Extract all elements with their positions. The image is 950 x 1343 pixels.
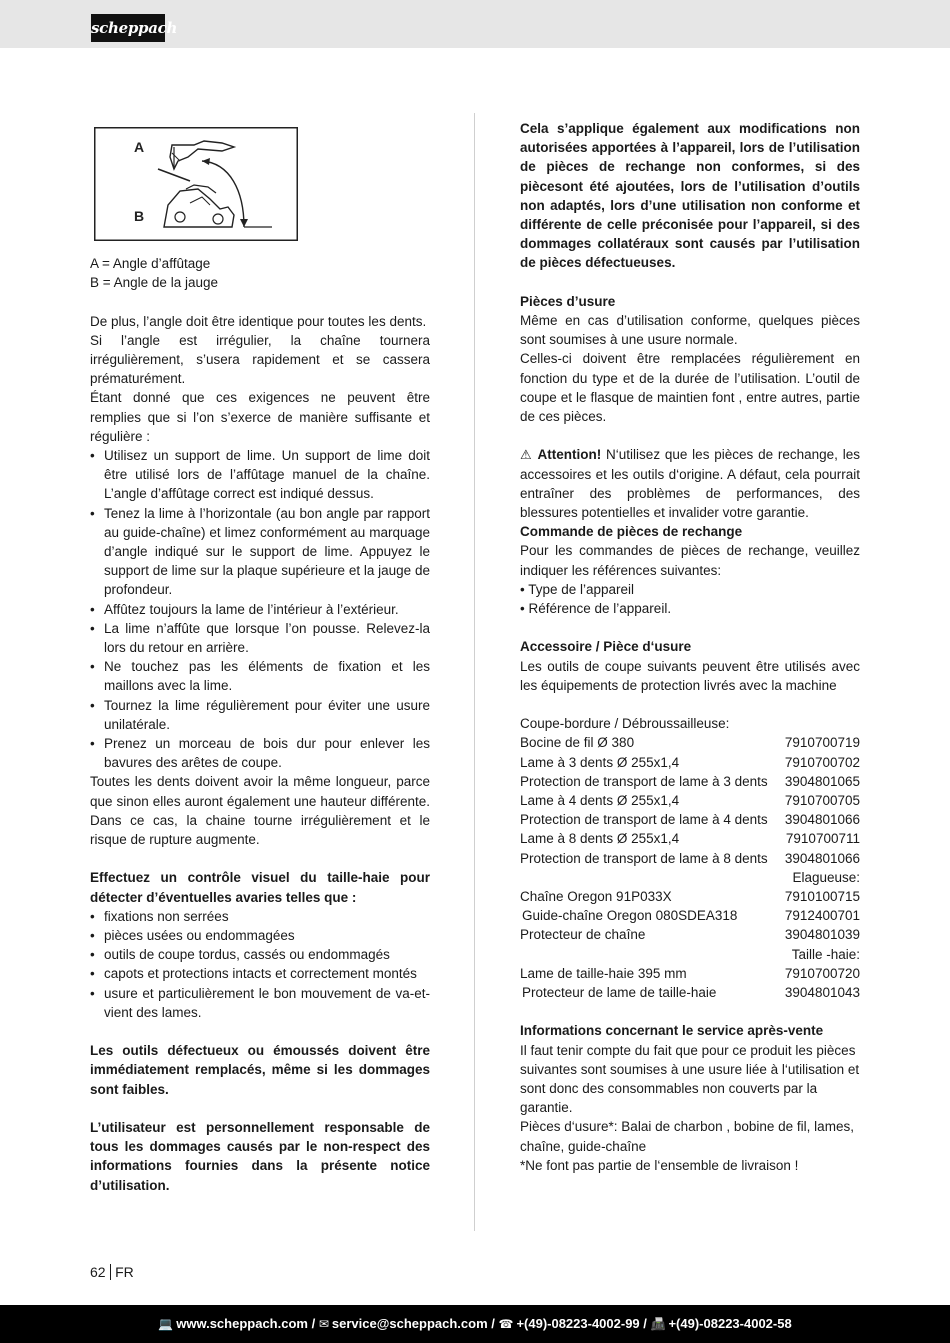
accessories-heading: Accessoire / Pièce d‘usure bbox=[520, 639, 692, 655]
part-ref: 7910100715 bbox=[784, 889, 860, 905]
sharpening-instructions-list bbox=[90, 446, 430, 772]
table-row bbox=[520, 983, 860, 1002]
part-name: Bocine de fil Ø 380 bbox=[520, 735, 635, 751]
part-name: Protection de transport de lame à 3 dents bbox=[520, 773, 768, 789]
scheppach-logo: scheppach bbox=[91, 14, 165, 42]
table-row bbox=[520, 906, 860, 925]
phone-number: +(49)-08223-4002-99 / bbox=[516, 1316, 647, 1331]
part-name: Protection de transport de lame à 4 dents bbox=[520, 812, 768, 828]
table-row bbox=[520, 925, 860, 944]
part-ref: 7910700702 bbox=[784, 754, 860, 770]
part-name: Chaîne Oregon 91P033X bbox=[520, 889, 672, 905]
email-link[interactable]: service@scheppach.com / bbox=[331, 1316, 495, 1331]
attention-paragraph bbox=[520, 445, 860, 522]
order-item-type: • Type de l’appareil bbox=[520, 581, 635, 597]
phone-icon: ☎ bbox=[498, 1317, 514, 1331]
pruner-parts-header: Elagueuse: bbox=[792, 869, 860, 885]
part-name: Protection de transport de lame à 8 dents bbox=[520, 850, 768, 866]
contact-footer bbox=[0, 1305, 950, 1343]
pruner-parts-table bbox=[520, 887, 860, 945]
paragraph-angle-identical: De plus, l’angle doit être identique pour toutes les dents. bbox=[90, 313, 427, 329]
paragraph-irregular-angle: Si l’angle est irrégulier, la chaîne tournera irrégulièrement, s’usera rapidement et se cassera prématurément. bbox=[90, 332, 430, 387]
right-column bbox=[520, 119, 860, 1175]
list-item: • pièces usées ou endommagées bbox=[90, 926, 430, 945]
part-ref: 7910700705 bbox=[784, 793, 860, 809]
warning-triangle-icon: ⚠ bbox=[520, 447, 533, 463]
page-language: FR bbox=[115, 1264, 134, 1280]
hedge-trimmer-parts-table bbox=[520, 964, 860, 1002]
website-link[interactable]: www.scheppach.com / bbox=[176, 1316, 316, 1331]
part-ref: 7910700711 bbox=[785, 831, 860, 847]
after-sales-paragraph-1: Il faut tenir compte du fait que pour ce produit les pièces suivantes sont soumises à une usure liée à l‘utilisation et sont donc des consommables non couverts par la garantie. bbox=[520, 1042, 860, 1116]
after-sales-heading: Informations concernant le service après-vente bbox=[520, 1023, 824, 1039]
part-name: Lame à 4 dents Ø 255x1,4 bbox=[520, 793, 680, 809]
list-item: • capots et protections intacts et correctement montés bbox=[90, 964, 430, 983]
part-name: Lame à 3 dents Ø 255x1,4 bbox=[520, 754, 680, 770]
visual-check-list bbox=[90, 907, 430, 1022]
hedge-trimmer-parts-header: Taille -haie: bbox=[791, 946, 860, 962]
table-row bbox=[520, 791, 860, 810]
list-item: • usure et particulièrement le bon mouvement de va-et-vient des lames. bbox=[90, 984, 430, 1022]
label-b: B bbox=[134, 208, 145, 224]
list-item: • Tenez la lime à l’horizontale (au bon angle par rapport au guide-chaîne) et limez conformément au marquage d’angle indiqué sur le support de lime. Appuyez le support de lime sur la plaque supérieure et la jauge de profondeur. bbox=[90, 504, 430, 600]
attention-label: Attention! bbox=[537, 447, 602, 463]
wear-parts-paragraph-2: Celles-ci doivent être remplacées régulièrement en fonction du type et de la durée de l’utilisation. L’outil de coupe et le flasque de maintien font , entre autres, partie de ces pièces. bbox=[520, 351, 860, 425]
table-row bbox=[520, 772, 860, 791]
part-ref: 7910700720 bbox=[784, 965, 860, 981]
chain-sharpening-figure bbox=[94, 127, 298, 241]
chain-tooth-diagram bbox=[94, 127, 298, 241]
part-ref: 3904801065 bbox=[784, 773, 860, 789]
page-number bbox=[90, 1264, 134, 1280]
accessories-text: Les outils de coupe suivants peuvent être utilisés avec les équipements de protection livrés avec la machine bbox=[520, 658, 860, 693]
part-name: Protecteur de chaîne bbox=[520, 927, 646, 943]
after-sales-paragraph-3: *Ne font pas partie de l‘ensemble de livraison ! bbox=[520, 1157, 799, 1173]
fax-number: +(49)-08223-4002-58 bbox=[668, 1316, 792, 1331]
trimmer-parts-header: Coupe-bordure / Débroussailleuse: bbox=[520, 716, 730, 732]
order-item-reference: • Référence de l’appareil. bbox=[520, 601, 672, 617]
wear-parts-heading: Pièces d’usure bbox=[520, 293, 616, 309]
part-ref: 3904801066 bbox=[784, 850, 860, 866]
part-ref: 3904801066 bbox=[784, 812, 860, 828]
wear-parts-paragraph-1: Même en cas d’utilisation conforme, quelques pièces sont soumises à une usure normale. bbox=[520, 313, 860, 348]
legend-b: B = Angle de la jauge bbox=[90, 275, 218, 291]
list-item: • outils de coupe tordus, cassés ou endommagés bbox=[90, 945, 430, 964]
trimmer-parts-table bbox=[520, 733, 860, 867]
part-ref: 7912400701 bbox=[784, 908, 860, 924]
email-icon: ✉ bbox=[318, 1317, 329, 1331]
paragraph-requirements: Étant donné que ces exigences ne peuvent être remplies que si l’on s’exerce de manière suffisante et régulière : bbox=[90, 390, 430, 444]
list-item: • Prenez un morceau de bois dur pour enlever les bavures des arêtes de coupe. bbox=[90, 734, 430, 772]
list-item: • Tournez la lime régulièrement pour éviter une usure unilatérale. bbox=[90, 696, 430, 734]
legend-a: A = Angle d’affûtage bbox=[90, 256, 211, 271]
computer-icon: 💻 bbox=[158, 1317, 174, 1331]
paragraph-teeth-length: Toutes les dents doivent avoir la même longueur, parce que sinon elles auront également une hauteur différente. Dans ce cas, la chaine tourne irrégulièrement et le risque de rupture augmente. bbox=[90, 774, 430, 848]
part-ref: 7910700719 bbox=[784, 735, 860, 751]
part-ref: 3904801043 bbox=[784, 985, 860, 1001]
left-column bbox=[90, 254, 430, 1195]
table-row bbox=[520, 887, 860, 906]
label-a: A bbox=[134, 139, 145, 155]
attention-text: N‘utilisez que les pièces de rechange, les accessoires et les outils d‘origine. A défaut, cela pourrait entraîner des problèmes de performances, des blessures potentielles et invalider votre garantie. bbox=[520, 447, 860, 521]
spare-parts-order-heading: Commande de pièces de rechange bbox=[520, 524, 743, 540]
part-name: Lame de taille-haie 395 mm bbox=[520, 965, 687, 981]
table-row bbox=[520, 733, 860, 752]
top-header-bar bbox=[0, 0, 950, 48]
list-item: • fixations non serrées bbox=[90, 907, 430, 926]
user-responsibility-notice: L’utilisateur est personnellement responsable de tous les dommages causés par le non-respect des informations fournies dans la présente notice d’utilisation. bbox=[90, 1120, 430, 1193]
part-name: Guide-chaîne Oregon 080SDEA318 bbox=[522, 908, 738, 924]
table-row bbox=[520, 810, 860, 829]
fax-icon: 📠 bbox=[650, 1317, 666, 1331]
list-item: • Ne touchez pas les éléments de fixation et les maillons avec la lime. bbox=[90, 657, 430, 695]
page-number-value: 62 bbox=[90, 1264, 106, 1280]
after-sales-paragraph-2: Pièces d‘usure*: Balai de charbon , bobine de fil, lames, chaîne, guide-chaîne bbox=[520, 1119, 854, 1154]
table-row bbox=[520, 753, 860, 772]
part-name: Lame à 8 dents Ø 255x1,4 bbox=[520, 831, 680, 847]
visual-check-heading: Effectuez un contrôle visuel du taille-haie pour détecter d’éventuelles avaries telles que : bbox=[90, 870, 430, 905]
table-row bbox=[520, 829, 860, 848]
unauthorized-modifications-notice: Cela s’applique également aux modifications non autorisées apportées à l’appareil, lors de l’utilisation de pièces de rechange non conformes, si des piècesont été ajoutées, lors de l’utilisation d’outils non adaptés, lors d’une utilisation non conforme et différente de celle préconisée pour l’appareil, si des dommages collatéraux sont causés par l’utilisation de pièces défectueuses. bbox=[520, 121, 860, 271]
list-item: • Utilisez un support de lime. Un support de lime doit être utilisé lors de l’affûtage manuel de la chaîne. L’angle d’affûtage correct est indiqué dessus. bbox=[90, 446, 430, 504]
defective-tools-notice: Les outils défectueux ou émoussés doivent être immédiatement remplacés, même si les dommages sont faibles. bbox=[90, 1043, 430, 1097]
list-item: • La lime n’affûte que lorsque l’on pousse. Relevez-la lors du retour en arrière. bbox=[90, 619, 430, 657]
list-item: • Affûtez toujours la lame de l’intérieur à l’extérieur. bbox=[90, 600, 430, 619]
table-row bbox=[520, 964, 860, 983]
spare-parts-order-text: Pour les commandes de pièces de rechange, veuillez indiquer les références suivantes: bbox=[520, 543, 860, 578]
part-name: Protecteur de lame de taille-haie bbox=[522, 985, 717, 1001]
part-ref: 3904801039 bbox=[784, 927, 860, 943]
column-divider bbox=[474, 113, 475, 1231]
table-row bbox=[520, 849, 860, 868]
